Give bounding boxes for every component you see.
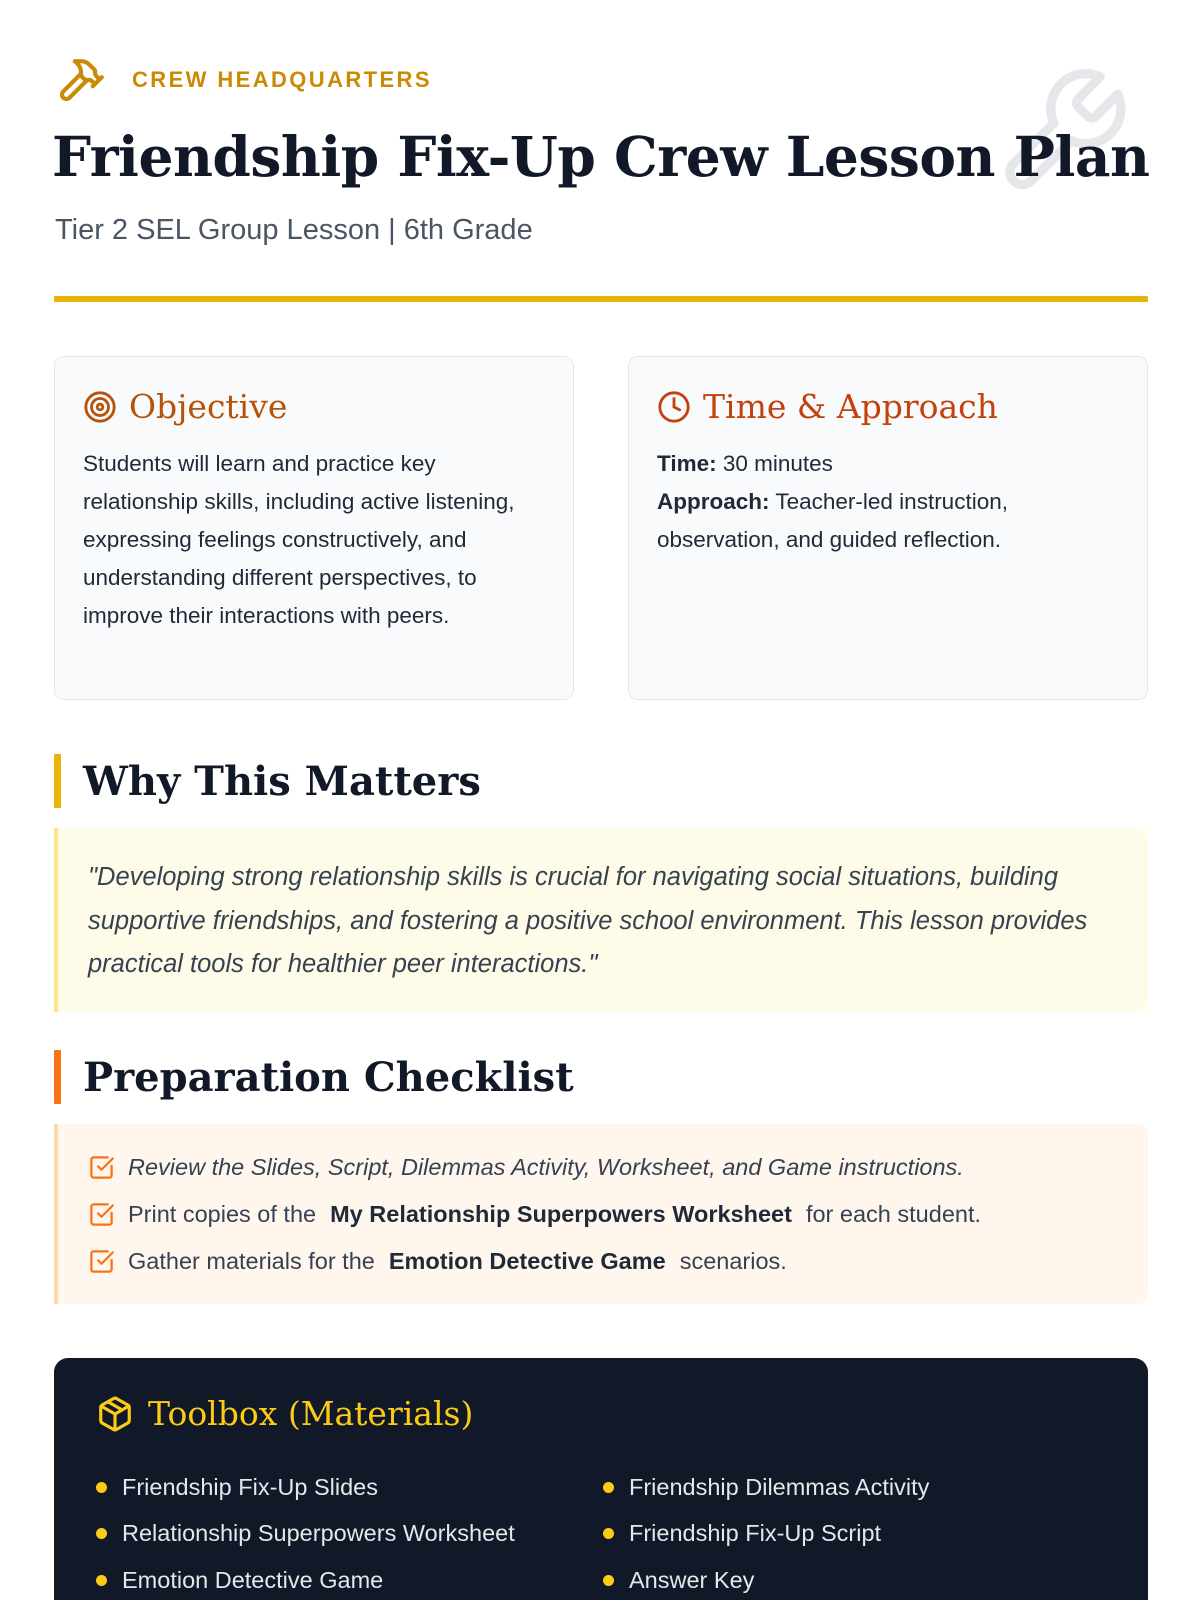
checklist-text: for each student. [805,1201,982,1227]
toolbox-item [603,1464,1106,1511]
time-approach-card [628,356,1148,700]
prep-section-header [54,1050,574,1104]
objective-header [83,387,287,426]
objective-text: Students will learn and practice key relationship skills, including active listening, expressing feelings constructively, and understanding different perspectives, to improve their interactions with peers. [83,451,515,628]
time-label: Time: [657,451,717,476]
toolbox-item-label: Emotion Detective Game [122,1566,384,1593]
target-icon [83,390,117,424]
toolbox-item [603,1557,1106,1600]
checklist-emphasis: My Relationship Superpowers Worksheet [330,1201,792,1227]
toolbox-panel [54,1358,1148,1600]
checklist-item [58,1238,1148,1285]
time-approach-header [657,387,998,426]
section-accent-bar [54,754,61,808]
approach-line [657,483,1119,559]
toolbox-item [96,1557,603,1600]
toolbox-item [603,1511,1106,1558]
time-approach-text [657,445,1119,559]
toolbox-item [96,1464,603,1511]
toolbox-item-label: Friendship Fix-Up Script [629,1520,882,1547]
bullet-dot [603,1482,614,1493]
bullet-dot [603,1575,614,1586]
eyebrow-label: CREW HEADQUARTERS [132,67,432,92]
time-line [657,445,1119,483]
page-title: Friendship Fix-Up Crew Lesson Plan [52,124,1150,189]
bullet-dot [96,1482,107,1493]
checklist-text: Print copies of the [128,1201,317,1227]
toolbox-item-label: Relationship Superpowers Worksheet [122,1520,515,1547]
toolbox-header [96,1394,473,1433]
bullet-dot [96,1528,107,1539]
objective-card [54,356,574,700]
checkbox-icon [88,1248,115,1275]
hammer-icon [54,55,108,105]
clock-icon [657,390,691,424]
time-value: 30 minutes [722,451,833,476]
checkbox-icon [88,1154,115,1181]
objective-heading: Objective [129,387,288,426]
approach-value: Teacher-led instruction, observation, and guided reflection. [657,489,1008,552]
checklist-text: Review the Slides, Script, Dilemmas Activity, Worksheet, and Game instructions. [128,1154,964,1180]
checklist-emphasis: Emotion Detective Game [388,1248,666,1274]
prep-checklist [54,1124,1148,1304]
checkbox-icon [88,1201,115,1228]
toolbox-item-label: Friendship Fix-Up Slides [122,1473,378,1500]
why-quote: "Developing strong relationship skills is crucial for navigating social situations, building supportive friendships, and fostering a positive school environment. This lesson provides practical tools for healthier peer interactions." [54,828,1148,1012]
section-accent-bar [54,1050,61,1104]
header-divider [54,296,1148,302]
bullet-dot [96,1575,107,1586]
eyebrow [54,55,432,105]
checklist-item [58,1191,1148,1238]
why-section-header [54,754,481,808]
toolbox-list [96,1464,1106,1600]
toolbox-heading: Toolbox (Materials) [148,1394,474,1433]
page-subtitle: Tier 2 SEL Group Lesson | 6th Grade [55,214,533,246]
prep-heading: Preparation Checklist [83,1053,574,1101]
box-icon [96,1395,134,1433]
checklist-text: Gather materials for the [128,1248,375,1274]
why-heading: Why This Matters [83,757,481,805]
toolbox-item-label: Friendship Dilemmas Activity [629,1473,930,1500]
checklist-item [58,1144,1148,1191]
approach-label: Approach: [657,489,770,514]
checklist-text: scenarios. [679,1248,787,1274]
toolbox-item [96,1511,603,1558]
time-approach-heading: Time & Approach [703,387,998,426]
toolbox-item-label: Answer Key [629,1566,755,1593]
bullet-dot [603,1528,614,1539]
